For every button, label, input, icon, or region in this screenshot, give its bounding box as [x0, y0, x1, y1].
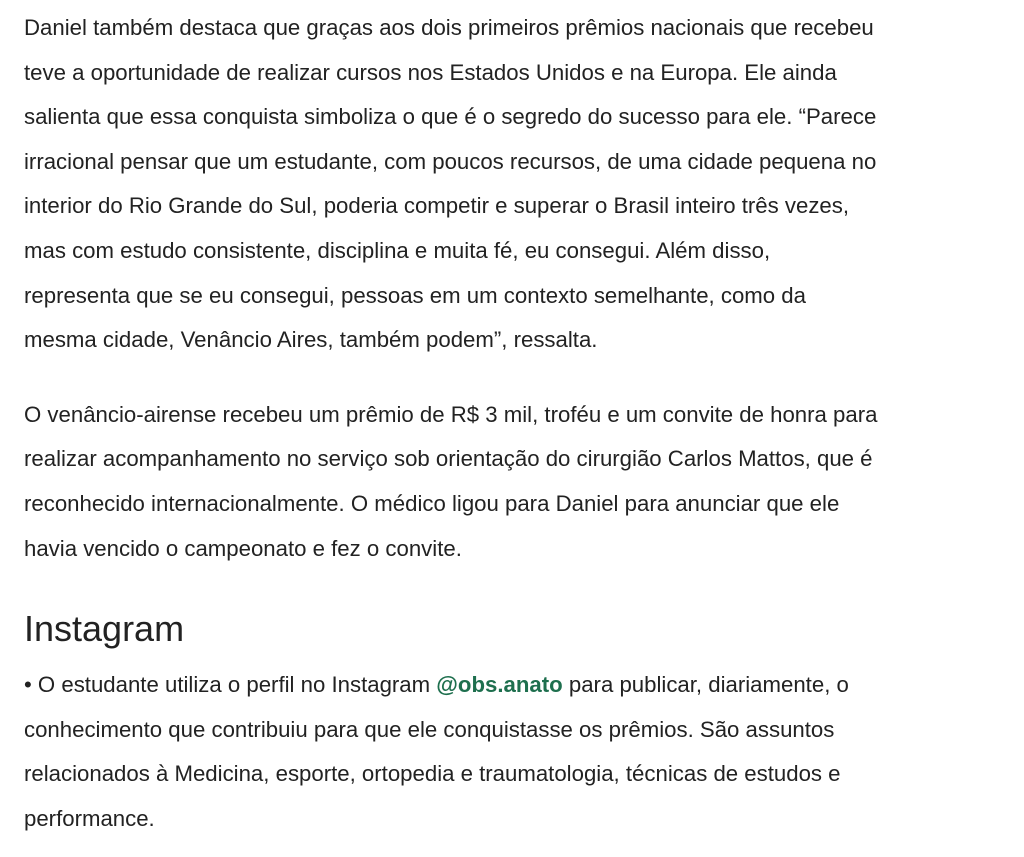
- text-line: mas com estudo consistente, disciplina e muita fé, eu consegui. Além disso,: [24, 237, 771, 263]
- bullet-text-suffix: para publicar, diariamente, o: [562, 672, 849, 698]
- text-line: havia vencido o campeonato e fez o convite.: [24, 535, 462, 561]
- text-line: conhecimento que contribuiu para que ele conquistasse os prêmios. São assuntos: [24, 716, 835, 742]
- text-line: relacionados à Medicina, esporte, ortopedia e traumatologia, técnicas de estudos e: [24, 761, 841, 787]
- text-line: irracional pensar que um estudante, com poucos recursos, de uma cidade pequena no: [24, 148, 877, 174]
- section-heading-instagram: Instagram: [24, 608, 185, 650]
- text-line: reconhecido internacionalmente. O médico ligou para Daniel para anunciar que ele: [24, 490, 840, 516]
- paragraph-daniel-quote: [24, 6, 1014, 363]
- text-line: realizar acompanhamento no serviço sob orientação do cirurgião Carlos Mattos, que é: [24, 446, 873, 472]
- article-body: [24, 0, 1014, 842]
- bullet-text-prefix: • O estudante utiliza o perfil no Instagram: [24, 672, 437, 698]
- text-line: representa que se eu consegui, pessoas em um contexto semelhante, como da: [24, 282, 806, 308]
- text-line: salienta que essa conquista simboliza o que é o segredo do sucesso para ele. “Parece: [24, 104, 877, 130]
- text-line: interior do Rio Grande do Sul, poderia competir e superar o Brasil inteiro três vezes,: [24, 193, 850, 219]
- text-line: O venâncio-airense recebeu um prêmio de R$ 3 mil, troféu e um convite de honra para: [24, 401, 878, 427]
- paragraph-prize: [24, 393, 1014, 571]
- paragraph-instagram-bullet: [24, 663, 1014, 841]
- instagram-handle-link[interactable]: @obs.anato: [436, 672, 563, 698]
- bullet-line: [24, 663, 1014, 708]
- text-line: mesma cidade, Venâncio Aires, também podem”, ressalta.: [24, 327, 598, 353]
- text-line: Daniel também destaca que graças aos dois primeiros prêmios nacionais que recebeu: [24, 15, 874, 40]
- text-line: performance.: [24, 805, 155, 831]
- text-line: teve a oportunidade de realizar cursos nos Estados Unidos e na Europa. Ele ainda: [24, 59, 837, 85]
